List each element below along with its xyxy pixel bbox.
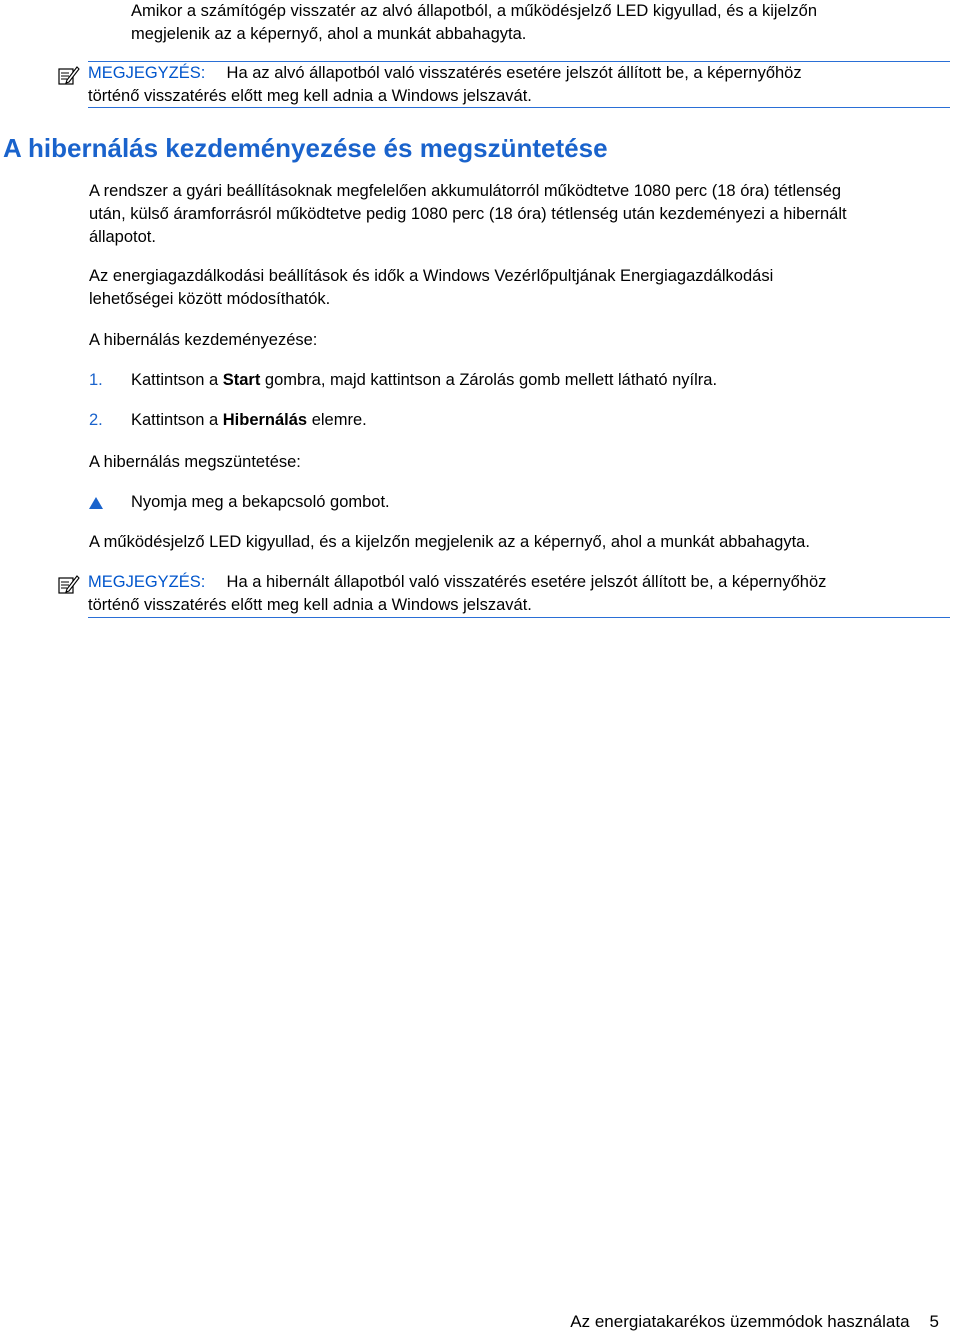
step-1 xyxy=(89,369,949,392)
note-label: MEGJEGYZÉS: xyxy=(88,64,206,82)
step-number: 1. xyxy=(89,371,103,389)
note-text-line-2: történő visszatérés előtt meg kell adnia a Windows jelszavát. xyxy=(88,87,532,105)
para2-line-2: lehetőségei között módosíthatók. xyxy=(89,290,331,308)
para1-line-1: A rendszer a gyári beállításoknak megfelelően akkumulátorról működtetve 1080 perc (18 óra) tétlenség xyxy=(89,182,842,200)
step-text-post: gombra, majd kattintson a Zárolás gomb mellett látható nyílra. xyxy=(260,371,718,389)
page-footer xyxy=(570,1310,939,1333)
note-sleep-password xyxy=(88,62,950,108)
hibernation-defaults-paragraph xyxy=(89,180,957,249)
step-start-term: Start xyxy=(222,371,261,389)
section-title: A hibernálás kezdeményezése és megszüntetése xyxy=(3,133,608,163)
intro-line-1: Amikor a számítógép visszatér az alvó állapotból, a működésjelző LED kigyullad, és a kijelzőn xyxy=(131,2,817,20)
intro-line-2: megjelenik az a képernyő, ahol a munkát abbahagyta. xyxy=(131,25,527,43)
page-number: 5 xyxy=(929,1312,939,1331)
note-bottom-rule xyxy=(88,107,950,108)
step-text-post: elemre. xyxy=(307,411,367,429)
start-hibernation-label: A hibernálás kezdeményezése: xyxy=(89,331,318,349)
note-label: MEGJEGYZÉS: xyxy=(88,573,206,591)
bullet-text: Nyomja meg a bekapcsoló gombot. xyxy=(131,493,390,511)
note-bottom-rule xyxy=(88,617,950,618)
step-2 xyxy=(89,409,949,432)
step-text-pre: Kattintson a xyxy=(131,371,223,389)
power-settings-paragraph xyxy=(89,265,957,311)
footer-chapter-title: Az energiatakarékos üzemmódok használata xyxy=(570,1312,910,1331)
note-top-rule xyxy=(88,61,950,62)
intro-paragraph xyxy=(131,0,931,46)
para1-line-2: után, külső áramforrásról működtetve pedig 1080 perc (18 óra) tétlenség után kezdeményezi a hibernált xyxy=(89,205,847,223)
para2-line-1: Az energiagazdálkodási beállítások és idők a Windows Vezérlőpultjának Energiagazdálkodási xyxy=(89,267,774,285)
result-paragraph: A működésjelző LED kigyullad, és a kijelzőn megjelenik az a képernyő, ahol a munkát abbahagyta. xyxy=(89,533,810,551)
para1-line-3: állapotot. xyxy=(89,228,156,246)
bullet-item xyxy=(89,491,949,514)
note-text-line-1: Ha a hibernált állapotból való visszatérés esetére jelszót állított be, a képernyőhöz xyxy=(226,573,827,591)
note-pencil-icon xyxy=(58,574,80,594)
note-hibernate-password xyxy=(88,571,950,617)
triangle-bullet-icon xyxy=(89,497,103,509)
step-hibernate-term: Hibernálás xyxy=(222,411,308,429)
stop-hibernation-label: A hibernálás megszüntetése: xyxy=(89,453,301,471)
step-text-pre: Kattintson a xyxy=(131,411,223,429)
note-text-line-1: Ha az alvó állapotból való visszatérés esetére jelszót állított be, a képernyőhöz xyxy=(226,64,802,82)
note-text-line-2: történő visszatérés előtt meg kell adnia a Windows jelszavát. xyxy=(88,596,532,614)
step-number: 2. xyxy=(89,411,103,429)
note-pencil-icon xyxy=(58,65,80,85)
